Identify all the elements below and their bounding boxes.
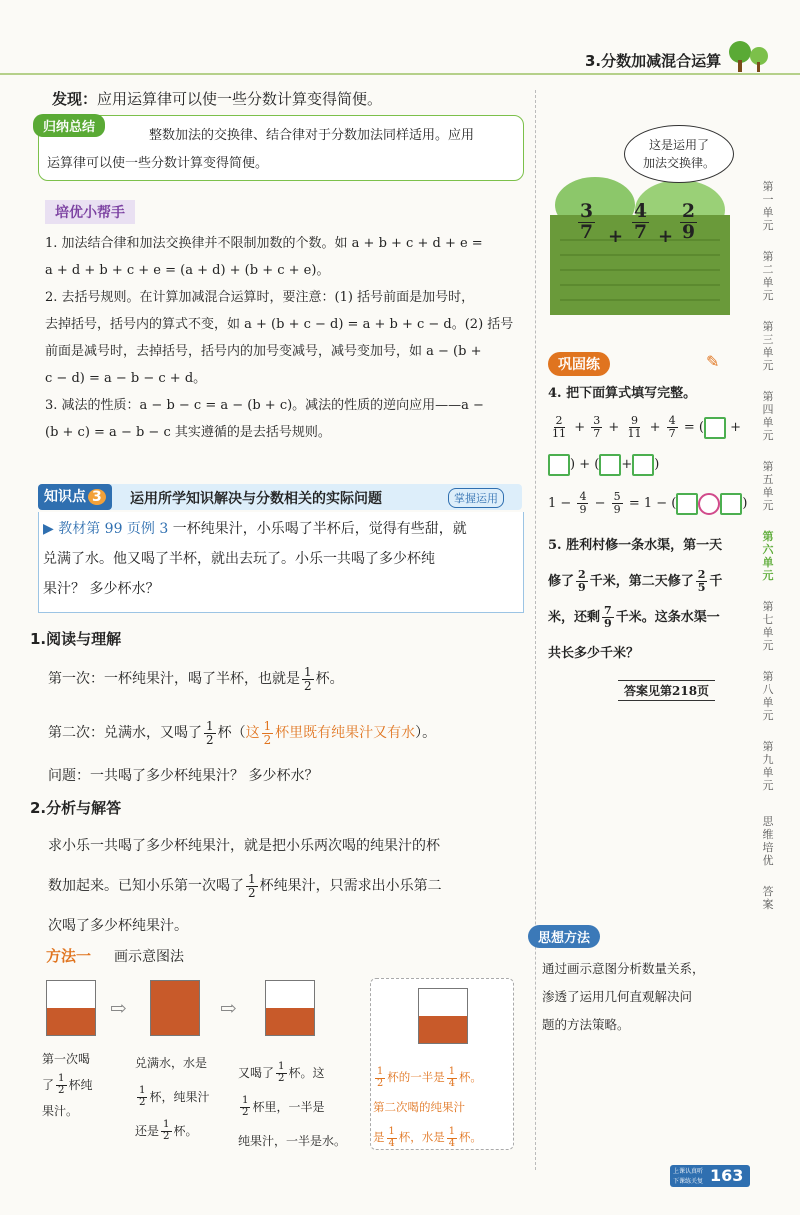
unit-tab[interactable]: 第 七 单 元 bbox=[762, 600, 774, 652]
page-small-1: 上课认真听 bbox=[673, 1168, 704, 1175]
helper-text bbox=[45, 230, 525, 446]
unit-tab[interactable]: 第 八 单 元 bbox=[762, 670, 774, 722]
unit-tab[interactable]: 第 九 单 元 bbox=[762, 740, 774, 792]
cartoon-fraction-1: $\frac{3}{7}$ bbox=[580, 200, 594, 243]
discovery-text: 应用运算律可以使一些分数计算变得简便。 bbox=[97, 90, 383, 108]
fraction-half: $\frac{1}{2}$ bbox=[304, 665, 312, 693]
summary-badge: 归纳总结 bbox=[33, 114, 105, 137]
kp-title: 运用所学知识解决与分数相关的实际问题 bbox=[130, 491, 382, 507]
read-first: 第一次：一杯纯果汁，喝了半杯，也就是 $\frac{1}{2}$ 杯。 bbox=[48, 665, 344, 693]
unit-tab[interactable]: 答 案 bbox=[762, 885, 774, 911]
answer-box[interactable] bbox=[704, 417, 726, 439]
kp-tag: 掌握运用 bbox=[448, 488, 504, 508]
helper-p3b: (b + c) = a − b − c 其实遵循的是去括号规则。 bbox=[45, 425, 331, 440]
arrow-icon: ⇨ bbox=[110, 996, 127, 1020]
practice-badge: 巩固练 bbox=[548, 352, 610, 376]
helper-badge bbox=[45, 200, 135, 224]
summary-box bbox=[38, 115, 524, 181]
unit-tab[interactable]: 思 维 培 优 bbox=[762, 815, 774, 867]
fraction-half: $\frac{1}{2}$ bbox=[263, 719, 272, 747]
unit-tab[interactable]: 第 五 单 元 bbox=[762, 460, 774, 512]
practice-eq2: 1 − $\frac{4}{9}$ − $\frac{5}{9}$ = 1 − ( ) bbox=[548, 490, 748, 516]
read-second: 第二次：兑满水，又喝了 $\frac{1}{2}$ 杯（这 $\frac{1}{2}$ 杯里既有纯果汁又有水）。 bbox=[48, 719, 437, 747]
practice-eq1b: ) + ( + ) bbox=[548, 450, 659, 480]
helper-p2d: c − d) = a − b − c + d。 bbox=[45, 371, 207, 386]
page-small-2: 下课练关复 bbox=[673, 1178, 704, 1185]
helper-p1b: a + d + b + c + e = (a + d) + (b + c + e)。 bbox=[45, 263, 330, 278]
answer-ref[interactable]: 答案见第218页 bbox=[618, 680, 715, 701]
summary-line1: 整数加法的交换律、结合律对于分数加法同样适用。应用 bbox=[149, 128, 475, 143]
page-number-box bbox=[670, 1165, 750, 1187]
unit-tab[interactable]: 第 三 单 元 bbox=[762, 320, 774, 372]
example-l1: 一杯纯果汁，小乐喝了半杯后，觉得有些甜，就 bbox=[172, 521, 467, 537]
speech-bubble: 这是运用了 加法交换律。 bbox=[624, 125, 734, 183]
tree-icon bbox=[725, 38, 773, 74]
answer-box[interactable] bbox=[548, 454, 570, 476]
helper-title: 培优小帮手 bbox=[55, 205, 125, 221]
cup-full bbox=[150, 980, 200, 1036]
cup-half-mix bbox=[265, 980, 315, 1036]
arrow-icon: ⇨ bbox=[220, 996, 237, 1020]
helper-p3a: 3. 减法的性质：a − b − c = a − (b + c)。减法的性质的逆向应用——a − bbox=[45, 398, 484, 413]
unit-tab[interactable]: 第 四 单 元 bbox=[762, 390, 774, 442]
thinking-text: 通过画示意图分析数量关系， 渗透了运用几何直观解决问 题的方法策略。 bbox=[542, 961, 705, 1032]
analysis-text: 求小乐一共喝了多少杯纯果汁，就是把小乐两次喝的纯果汁的杯 数加起来。已知小乐第一次喝了 $\frac{1}{2}$ 杯纯果汁，只需求出小乐第二 次喝了多少杯纯果汁。 bbox=[48, 838, 442, 934]
kp-badge-label: 知识点 bbox=[44, 489, 86, 505]
example-box bbox=[38, 512, 524, 613]
header-title: 3.分数加减混合运算 bbox=[585, 52, 722, 70]
caption-4: $\frac{1}{2}$ 杯的一半是 $\frac{1}{4}$ 杯。 第二次喝的纯果汁 是 $\frac{1}{4}$ 杯，水是 $\frac{1}{4}$ 杯。 bbox=[373, 1066, 482, 1149]
example-l3: 果汁？ 多少杯水？ bbox=[43, 581, 160, 597]
thinking-badge: 思想方法 bbox=[528, 925, 600, 948]
helper-p2a: 2. 去括号规则。在计算加减混合运算时，要注意：(1) 括号前面是加号时， bbox=[45, 290, 475, 305]
answer-box[interactable] bbox=[599, 454, 621, 476]
example-l2: 兑满了水。他又喝了半杯，就出去玩了。小乐一共喝了多少杯纯 bbox=[43, 551, 435, 567]
helper-p2b: 去掉括号，括号内的算式不变，如 a + (b + c − d) = a + b + c − d。(2) 括号 bbox=[45, 317, 514, 332]
caption-3: 又喝了 $\frac{1}{2}$ 杯。这 $\frac{1}{2}$ 杯里，一半是 纯果汁，一半是水。 bbox=[238, 1061, 347, 1148]
kp-badge bbox=[38, 484, 112, 510]
analysis-title: 2.分析与解答 bbox=[30, 799, 122, 817]
method-label: 方法一 bbox=[46, 947, 92, 965]
caption-2: 兑满水，水是 $\frac{1}{2}$ 杯，纯果汁 还是 $\frac{1}{2}$ 杯。 bbox=[135, 1056, 210, 1142]
helper-p2c: 前面是减号时，去掉括号，括号内的加号变减号，减号变加号，如 a − (b + bbox=[45, 344, 482, 359]
answer-box[interactable] bbox=[720, 493, 742, 515]
kp-number: 3 bbox=[88, 489, 106, 505]
answer-box[interactable] bbox=[632, 454, 654, 476]
cartoon-fraction-2: $\frac{4}{7}$ bbox=[634, 200, 648, 243]
fraction-half: $\frac{1}{2}$ bbox=[206, 719, 214, 747]
discovery-line bbox=[52, 86, 382, 113]
fraction-half: $\frac{1}{2}$ bbox=[248, 872, 256, 900]
pencil-icon: ✎ bbox=[706, 352, 720, 371]
summary-line2: 运算律可以使一些分数计算变得简便。 bbox=[47, 156, 269, 171]
practice-q5: 5. 胜利村修一条水渠，第一天 修了 $\frac{2}{9}$ 千米，第二天修了 $\frac{2}{5}$ 千 米，还剩 $\frac{7}{9}$ 千米。这条水渠一 共长多少千米？ bbox=[548, 538, 723, 661]
column-divider bbox=[535, 90, 536, 1170]
cup-quarter bbox=[418, 988, 468, 1044]
unit-tab[interactable]: 第 一 单 元 bbox=[762, 180, 774, 232]
practice-eq1: $\frac{2}{11}$ + $\frac{3}{7}$ + $\frac{9}{11}$ + $\frac{4}{7}$ = ( + bbox=[552, 414, 741, 440]
kp-header bbox=[38, 484, 522, 510]
unit-tab[interactable]: 第 二 单 元 bbox=[762, 250, 774, 302]
cartoon-fraction-3: $\frac{2}{9}$ bbox=[682, 200, 696, 243]
answer-box[interactable] bbox=[676, 493, 698, 515]
discovery-label: 发现： bbox=[52, 90, 98, 108]
cup-half-juice bbox=[46, 980, 96, 1036]
operator-circle[interactable] bbox=[698, 493, 720, 515]
helper-p1a: 1. 加法结合律和加法交换律并不限制加数的个数。如 a + b + c + d + e = bbox=[45, 236, 483, 251]
caption-1: 第一次喝 了 $\frac{1}{2}$ 杯纯 果汁。 bbox=[42, 1052, 93, 1118]
practice-q4: 4. 把下面算式填写完整。 bbox=[548, 386, 697, 401]
cartoon-illustration: $\frac{3}{7}$ + $\frac{4}{7}$ + $\frac{2}{9}$ bbox=[550, 170, 730, 315]
read-question: 问题：一共喝了多少杯纯果汁？ 多少杯水？ bbox=[48, 768, 319, 784]
unit-tab[interactable]: 第 六 单 元 bbox=[762, 530, 774, 582]
read-title: 1.阅读与理解 bbox=[30, 630, 122, 648]
page-number: 163 bbox=[710, 1166, 744, 1185]
example-ref: ▶ 教材第 99 页例 3 bbox=[43, 521, 169, 537]
method-name: 画示意图法 bbox=[114, 949, 184, 965]
